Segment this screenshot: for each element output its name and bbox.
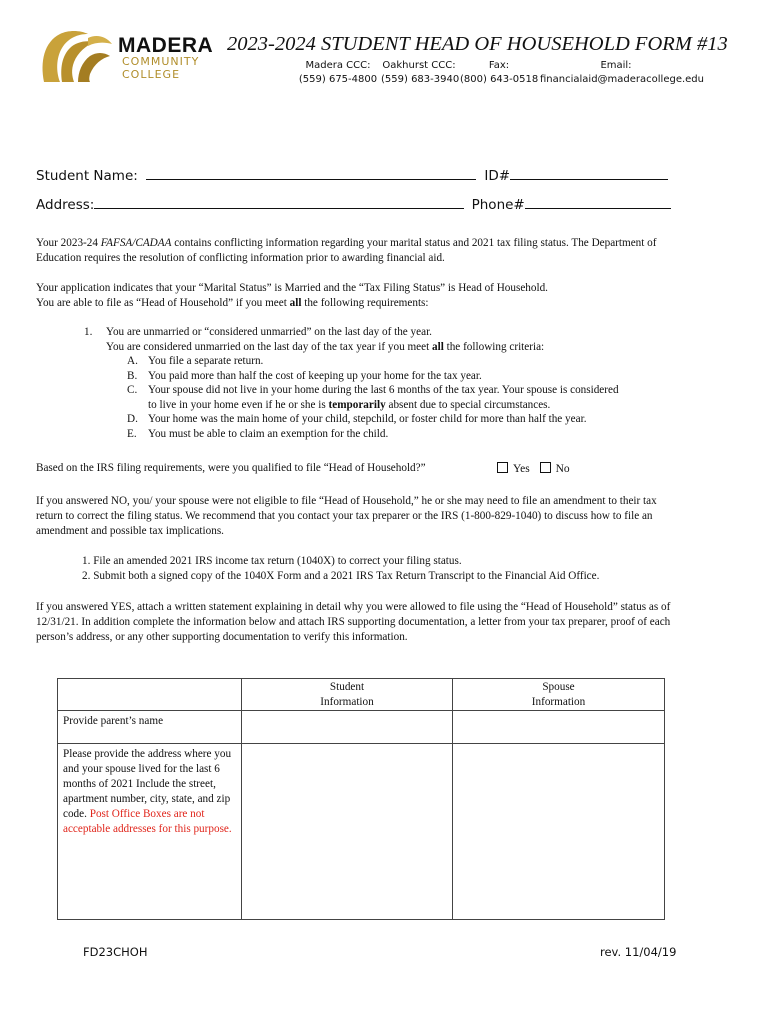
address-label: Address: — [36, 197, 95, 213]
intro-fafsa: FAFSA/CADAA — [100, 237, 172, 249]
criteria-text: Your home was the main home of your child, stepchild, or foster child for more than half the year. — [148, 413, 587, 426]
spouse-col-label-2: Information — [531, 696, 586, 708]
status-line-1: Your application indicates that your “Marital Status” is Married and the “Tax Filing Status” is Head of Household. — [36, 282, 548, 294]
contact-madera-label: Madera CCC: — [305, 60, 371, 71]
table-header-blank — [58, 679, 242, 711]
spouse-parent-name-cell[interactable] — [453, 711, 665, 744]
student-col-label-2: Information — [320, 696, 374, 708]
criteria-text: Your spouse did not live in your home during the last 6 months of the tax year. Your spouse is considered — [148, 384, 619, 397]
requirement-line-2b: the following criteria: — [443, 340, 545, 353]
criteria-list — [127, 354, 687, 442]
hoh-question: Based on the IRS filing requirements, were you qualified to file “Head of Household?” — [36, 462, 426, 474]
po-box-warning: Post Office Boxes are not acceptable addresses for this purpose. — [63, 808, 232, 835]
criteria-item — [127, 427, 687, 442]
criteria-item — [127, 383, 687, 398]
criteria-letter: A. — [127, 355, 138, 367]
requirement-line-1: You are unmarried or “considered unmarried” on the last day of the year. — [106, 326, 432, 338]
logo-sub-college: COLLEGE — [122, 68, 181, 81]
criteria-text: You must be able to claim an exemption for the child. — [148, 427, 389, 440]
form-title: 2023-2024 STUDENT HEAD OF HOUSEHOLD FORM #13 — [227, 33, 728, 55]
requirement-line-2-bold: all — [432, 340, 444, 353]
criteria-item — [127, 354, 687, 369]
table-header-student — [242, 679, 453, 711]
intro-text-1: Your 2023-24 — [36, 237, 101, 249]
address-instructions — [58, 744, 242, 920]
student-name-field[interactable] — [146, 166, 476, 180]
criteria-text: absent due to special circumstances. — [385, 398, 551, 411]
student-name-row — [36, 166, 668, 184]
criteria-letter: C. — [127, 384, 138, 397]
criteria-letter: D. — [127, 413, 138, 426]
id-field[interactable] — [510, 166, 668, 180]
criteria-item — [127, 412, 687, 427]
table-row — [58, 711, 665, 744]
criteria-item — [127, 369, 687, 384]
student-parent-name-cell[interactable] — [242, 711, 453, 744]
student-address-cell[interactable] — [242, 744, 453, 920]
contact-email-label: Email: — [600, 60, 632, 71]
contact-oakhurst — [381, 60, 460, 85]
contact-madera-phone: (559) 675-4800 — [298, 74, 378, 85]
criteria-letter: E. — [127, 427, 137, 440]
no-label: No — [555, 463, 570, 475]
requirement-line-2a: You are considered unmarried on the last day of the tax year if you meet — [106, 340, 432, 353]
phone-field[interactable] — [525, 195, 671, 209]
no-checkbox[interactable] — [540, 462, 551, 473]
table-header-row — [58, 679, 665, 711]
table-row — [58, 744, 665, 920]
logo-mark-icon — [38, 28, 118, 86]
no-step-1: 1. File an amended 2021 IRS income tax return (1040X) to correct your filing status. — [82, 555, 462, 567]
contact-madera — [298, 60, 378, 85]
criteria-text: You paid more than half the cost of keeping up your home for the tax year. — [148, 369, 482, 382]
contact-fax-number: (800) 643-0518 — [460, 74, 539, 85]
status-line-2a: You are able to file as “Head of Household” if you meet — [36, 297, 290, 309]
spouse-address-cell[interactable] — [453, 744, 665, 920]
criteria-item — [127, 398, 687, 413]
status-line-2-bold: all — [289, 297, 302, 309]
revision-date: rev. 11/04/19 — [600, 945, 677, 959]
contact-fax-label: Fax: — [488, 60, 510, 71]
no-step-2: 2. Submit both a signed copy of the 1040X Form and a 2021 IRS Tax Return Transcript to the Financial Aid Office. — [82, 569, 600, 582]
requirements-list — [106, 325, 686, 354]
no-section-steps — [82, 554, 702, 583]
info-table — [57, 678, 665, 920]
criteria-letter: B. — [127, 369, 138, 382]
phone-label: Phone# — [471, 197, 525, 213]
contact-oakhurst-label: Oakhurst CCC: — [382, 60, 456, 71]
criteria-text: You file a separate return. — [148, 355, 264, 367]
logo-sub-community: COMMUNITY — [122, 55, 200, 68]
college-logo — [38, 28, 118, 86]
hoh-answer-group — [497, 462, 570, 475]
address-field[interactable] — [94, 195, 464, 209]
criteria-text-bold: temporarily — [328, 398, 386, 411]
student-col-label-1: Student — [329, 681, 365, 693]
yes-section-text: If you answered YES, attach a written statement explaining in detail why you were allowed to file using the “Head of Household” status as of 12/31/21. In addition complete the information below and attach IRS supporting documentation, a letter from your tax preparer, proof of each person’s address, or any other supporting documentation to verify this information. — [36, 601, 671, 643]
no-section-text: If you answered NO, you/ your spouse were not eligible to file “Head of Household,” he or she may need to file an amendment to their tax return to correct the filing status. We recommend that you contact your tax preparer or the IRS (1-800-829-1040) to discuss how to file an amendment and possible tax implications. — [36, 495, 657, 537]
parent-name-label: Provide parent’s name — [58, 711, 242, 744]
student-name-label: Student Name: — [36, 168, 138, 184]
address-row — [36, 195, 671, 213]
requirement-number: 1. — [84, 326, 93, 338]
status-paragraph — [36, 281, 686, 311]
intro-text-2: contains conflicting information regarding your marital status and 2021 tax filing status. The Department of Education requires the resolution of conflicting information prior to awarding financial aid. — [36, 237, 657, 264]
yes-label: Yes — [513, 463, 530, 475]
id-label: ID# — [484, 168, 511, 184]
criteria-text: to live in your home even if he or she is — [148, 398, 329, 411]
form-code: FD23CHOH — [83, 945, 148, 959]
table-header-spouse — [453, 679, 665, 711]
address-instructions-text: Please provide the address where you and your spouse lived for the last 6 months of 2021 Include the street, apartment number, city, state, and zip code. — [63, 748, 232, 820]
contact-fax — [460, 60, 538, 85]
status-line-2b: the following requirements: — [301, 297, 429, 309]
yes-checkbox[interactable] — [497, 462, 508, 473]
contact-email-address: financialaid@maderacollege.edu — [540, 74, 704, 85]
contact-email — [540, 60, 704, 85]
intro-paragraph — [36, 236, 686, 266]
logo-name: MADERA — [118, 34, 214, 57]
contact-oakhurst-phone: (559) 683-3940 — [381, 74, 460, 85]
spouse-col-label-1: Spouse — [542, 681, 575, 693]
